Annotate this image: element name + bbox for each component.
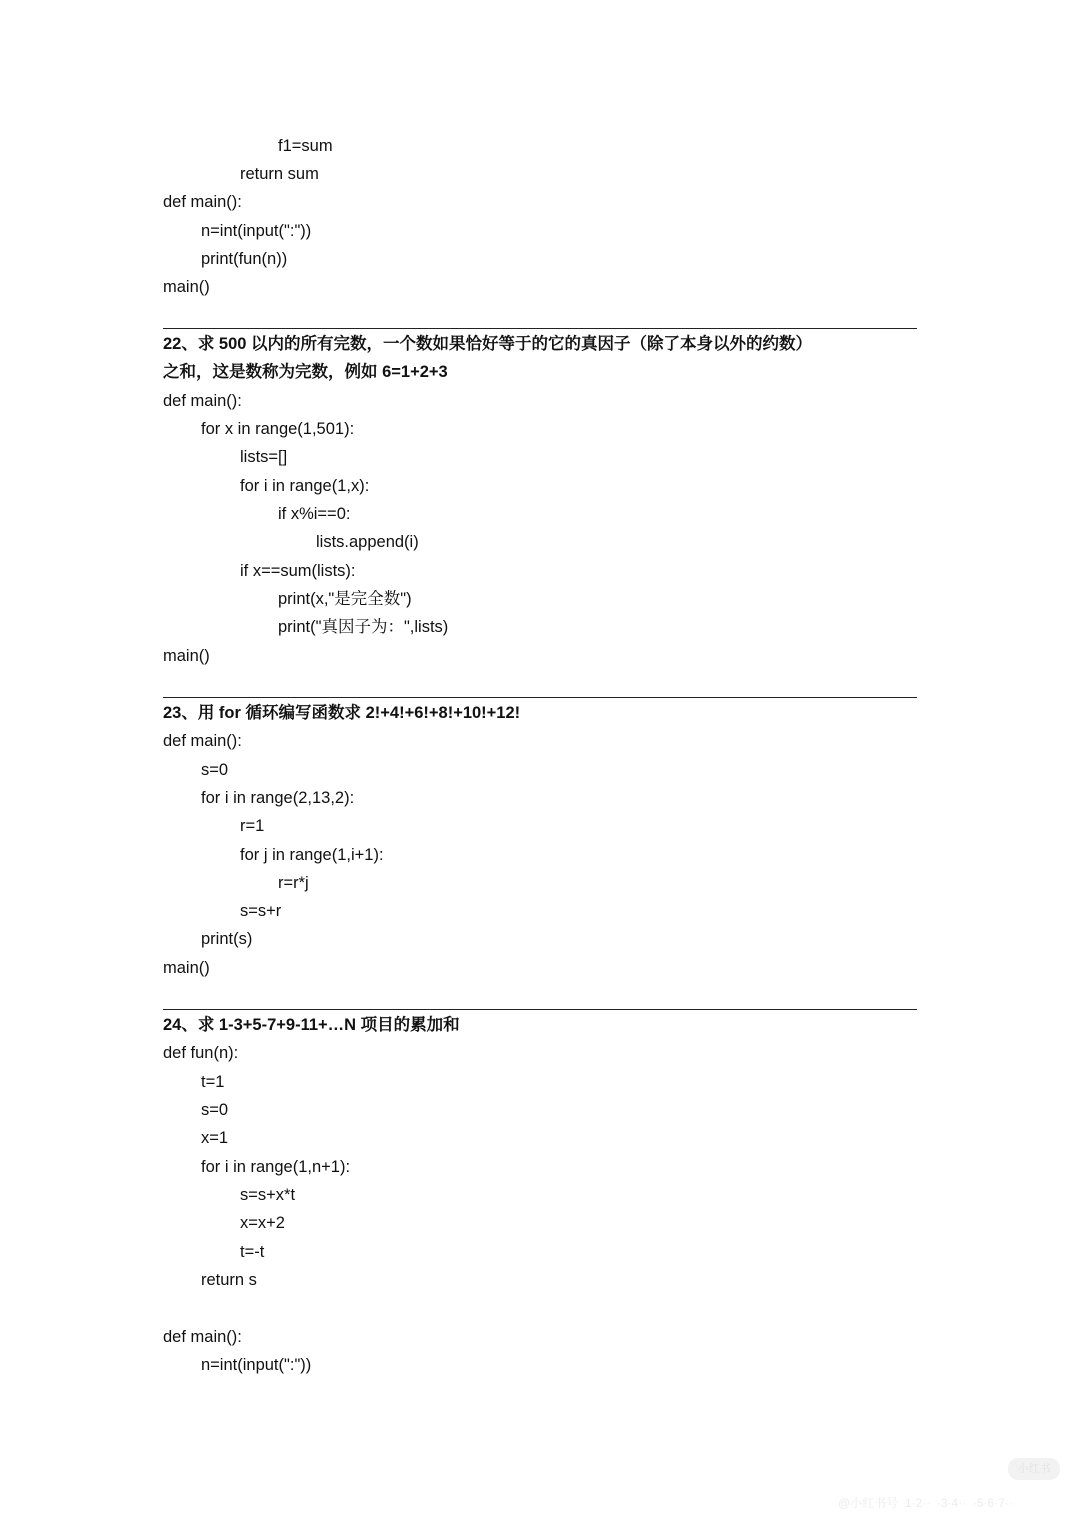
code-line: r=1 [240,817,265,835]
code-line: def main(): [163,1328,242,1346]
question-24-title: 24、求 1-3+5-7+9-11+…N 项目的累加和 [163,1016,460,1034]
code-line: print("真因子为：",lists) [278,618,449,636]
code-line: def main(): [163,392,242,410]
question-23-title: 23、用 for 循环编写函数求 2!+4!+6!+8!+10!+12! [163,704,521,722]
code-line: return sum [240,165,319,183]
code-line: main() [163,278,210,296]
code-line: print(x,"是完全数") [278,590,412,608]
section-divider [163,697,917,698]
code-line: s=0 [201,761,229,779]
watermark-logo: 小红书 [1008,1458,1060,1480]
code-line: n=int(input(":")) [201,1356,312,1374]
code-line: print(s) [201,930,253,948]
question-22-title-continued: 之和，这是数称为完数，例如 6=1+2+3 [163,363,448,381]
code-line: for i in range(1,x): [240,477,370,495]
code-line: x=1 [201,1129,229,1147]
code-line: return s [201,1271,257,1289]
code-line: if x%i==0: [278,505,351,523]
code-line: print(fun(n)) [201,250,288,268]
section-divider [163,1009,917,1010]
code-line: for x in range(1,501): [201,420,355,438]
code-line: main() [163,959,210,977]
code-line: f1=sum [278,137,333,155]
code-line: lists=[] [240,448,288,466]
watermark-text: @小红书号 1·2·· ·3·4·· ·5·6·7·· [838,1496,1013,1510]
code-line: def main(): [163,732,242,750]
code-line: lists.append(i) [316,533,419,551]
code-line: s=s+x*t [240,1186,296,1204]
code-line: if x==sum(lists): [240,562,356,580]
code-line: n=int(input(":")) [201,222,312,240]
code-line: t=1 [201,1073,225,1091]
code-line: x=x+2 [240,1214,285,1232]
section-divider [163,328,917,329]
code-line: def main(): [163,193,242,211]
code-line: t=-t [240,1243,265,1261]
question-22-title: 22、求 500 以内的所有完数，一个数如果恰好等于的它的真因子（除了本身以外的约数） [163,335,813,353]
code-line: main() [163,647,210,665]
code-line: s=s+r [240,902,282,920]
code-line: def fun(n): [163,1044,239,1062]
code-line: for i in range(1,n+1): [201,1158,351,1176]
code-line: r=r*j [278,874,309,892]
code-line: for j in range(1,i+1): [240,846,384,864]
code-line: s=0 [201,1101,229,1119]
code-line: for i in range(2,13,2): [201,789,355,807]
